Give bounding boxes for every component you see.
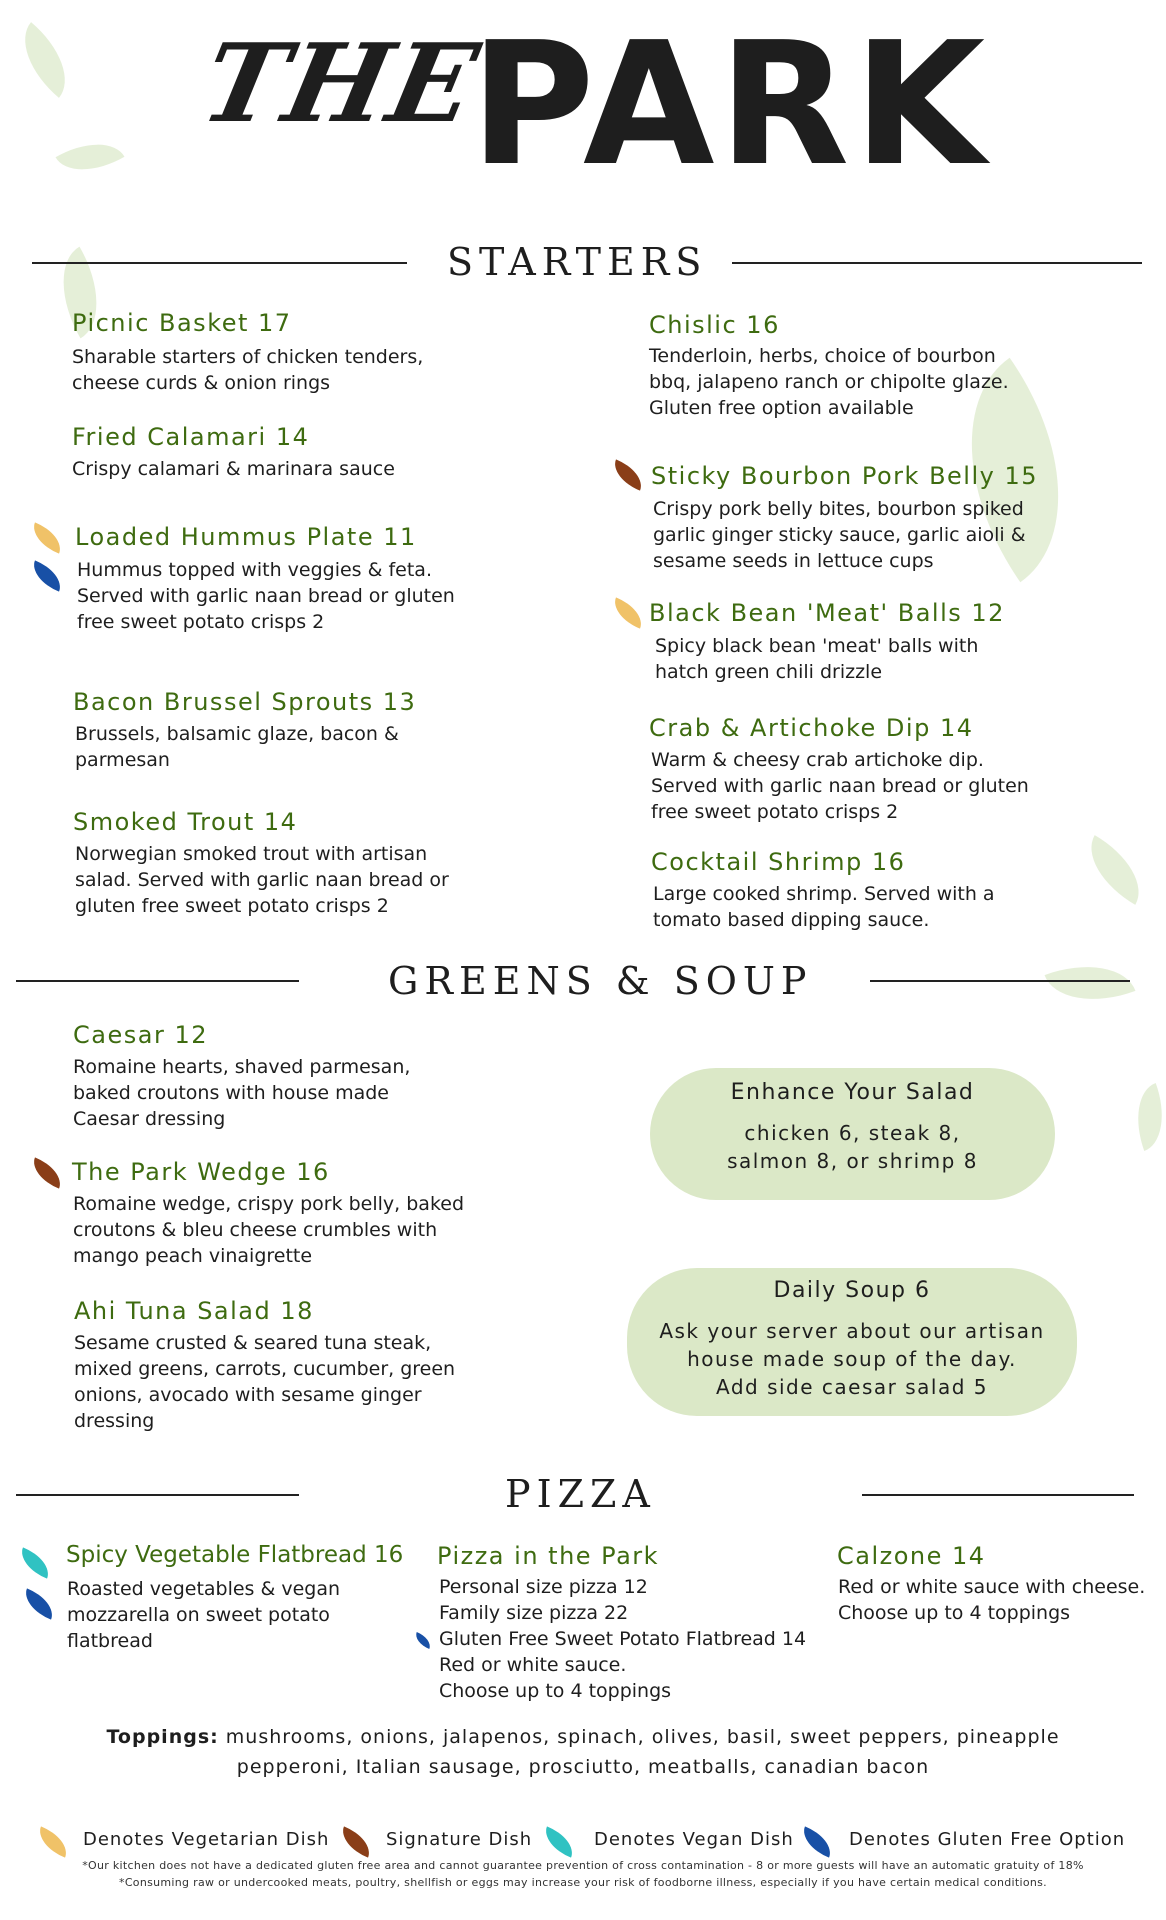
item-desc: Hummus topped with veggies & feta. Served with garlic naan bread or gluten free sweet potato crisps 2 xyxy=(77,559,455,634)
daily-soup-line: Add side caesar salad 5 xyxy=(716,1375,988,1399)
item-title: Fried Calamari 14 xyxy=(72,423,310,451)
divider xyxy=(16,980,299,982)
item-title: Chislic 16 xyxy=(649,311,780,339)
item-title: Loaded Hummus Plate 11 xyxy=(75,523,417,551)
decorative-leaf xyxy=(1124,1083,1166,1151)
section-pizza: PIZZA xyxy=(505,1472,656,1516)
item-desc: Tenderloin, herbs, choice of bourbon bbq, jalapeno ranch or chipolte glaze. Gluten free option available xyxy=(649,345,1009,420)
decorative-leaf xyxy=(1075,835,1156,905)
item-desc-line: mozzarella on sweet potato xyxy=(67,1604,330,1627)
item-desc: Romaine hearts, shaved parmesan, baked croutons with house made Caesar dressing xyxy=(73,1056,411,1131)
legend-vegetarian: Denotes Vegetarian Dish xyxy=(83,1829,330,1850)
divider xyxy=(32,262,407,264)
vegetarian-icon xyxy=(33,1826,72,1857)
legend-signature: Signature Dish xyxy=(386,1829,533,1850)
divider xyxy=(16,1494,299,1496)
enhance-salad-line: chicken 6, steak 8, xyxy=(744,1121,961,1145)
item-desc: Sharable starters of chicken tenders, cheese curds & onion rings xyxy=(72,346,424,395)
decorative-leaf xyxy=(1045,948,1136,1019)
vegan-icon xyxy=(15,1547,54,1578)
title-the: THE xyxy=(191,21,490,147)
daily-soup-line: Ask your server about our artisan xyxy=(659,1319,1045,1343)
daily-soup-line: house made soup of the day. xyxy=(687,1347,1017,1371)
enhance-salad-title: Enhance Your Salad xyxy=(730,1080,975,1105)
enhance-salad-line: salmon 8, or shrimp 8 xyxy=(727,1149,978,1173)
item-desc: Norwegian smoked trout with artisan salad. Served with garlic naan bread or gluten free sweet potato crisps 2 xyxy=(75,843,449,918)
item-title: Calzone 14 xyxy=(837,1542,986,1570)
decorative-leaf xyxy=(56,127,125,186)
footnote: *Consuming raw or undercooked meats, poultry, shellfish or eggs may increase your risk of foodborne illness, especially if you have certain medical conditions. xyxy=(119,1875,1047,1889)
item-desc: Romaine wedge, crispy pork belly, baked croutons & bleu cheese crumbles with mango peach vinaigrette xyxy=(73,1193,465,1268)
title-park: PARK xyxy=(470,6,990,204)
item-desc-line: flatbread xyxy=(67,1630,153,1653)
item-title: Spicy Vegetable Flatbread 16 xyxy=(66,1542,404,1568)
item-desc: Warm & cheesy crab artichoke dip. Served with garlic naan bread or gluten free sweet potato crisps 2 xyxy=(651,749,1029,824)
item-desc: Crispy pork belly bites, bourbon spiked garlic ginger sticky sauce, garlic aioli & sesame seeds in lettuce cups xyxy=(653,498,1026,573)
toppings-line xyxy=(0,1722,1166,1752)
item-desc: Large cooked shrimp. Served with a tomato based dipping sauce. xyxy=(653,883,995,932)
divider xyxy=(732,262,1142,264)
legend-vegan: Denotes Vegan Dish xyxy=(594,1829,794,1850)
item-desc xyxy=(838,1574,1145,1626)
signature-icon xyxy=(336,1826,375,1857)
gluten-free-icon xyxy=(797,1826,836,1857)
item-title: Picnic Basket 17 xyxy=(72,309,292,337)
legend-gluten-free: Denotes Gluten Free Option xyxy=(849,1829,1126,1850)
item-title: Smoked Trout 14 xyxy=(73,808,298,836)
item-desc: Spicy black bean 'meat' balls with hatch green chili drizzle xyxy=(655,635,979,684)
footnotes xyxy=(0,1858,1166,1891)
toppings-text: mushrooms, onions, jalapenos, spinach, olives, basil, sweet peppers, pineapple xyxy=(225,1726,1060,1748)
item-title: Crab & Artichoke Dip 14 xyxy=(649,714,974,742)
toppings-label: Toppings: xyxy=(106,1726,219,1748)
item-desc-line: Red or white sauce. xyxy=(439,1654,627,1677)
item-title: Ahi Tuna Salad 18 xyxy=(74,1297,314,1325)
signature-icon xyxy=(27,1157,66,1188)
item-desc-line: Family size pizza 22 xyxy=(439,1602,629,1625)
vegan-icon xyxy=(539,1826,578,1857)
item-desc xyxy=(67,1576,340,1654)
item-title: Cocktail Shrimp 16 xyxy=(651,848,906,876)
vegetarian-icon xyxy=(608,597,647,628)
gluten-free-icon xyxy=(27,560,66,591)
section-starters: STARTERS xyxy=(447,240,708,284)
divider xyxy=(870,980,1130,982)
enhance-salad-box xyxy=(650,1068,1055,1200)
item-desc-line: Personal size pizza 12 xyxy=(439,1576,648,1598)
item-desc-line: Gluten Free Sweet Potato Flatbread 14 xyxy=(439,1628,807,1651)
item-title: Sticky Bourbon Pork Belly 15 xyxy=(651,462,1038,490)
item-title: Caesar 12 xyxy=(73,1021,208,1049)
item-desc: Sesame crusted & seared tuna steak, mixed greens, carrots, cucumber, green onions, avocado with sesame ginger dressing xyxy=(74,1332,456,1433)
item-title: Bacon Brussel Sprouts 13 xyxy=(73,688,417,716)
gluten-free-icon xyxy=(19,1588,58,1619)
item-desc-line: Red or white sauce with cheese. xyxy=(838,1576,1146,1598)
item-title: Black Bean 'Meat' Balls 12 xyxy=(649,599,1005,627)
item-desc xyxy=(439,1574,806,1704)
item-desc: Brussels, balsamic glaze, bacon & parmesan xyxy=(75,723,399,772)
signature-icon xyxy=(608,459,647,490)
item-title: Pizza in the Park xyxy=(437,1542,660,1570)
gluten-free-icon xyxy=(413,1632,434,1649)
item-title: The Park Wedge 16 xyxy=(72,1158,330,1186)
vegetarian-icon xyxy=(27,522,66,553)
footnote: *Our kitchen does not have a dedicated gluten free area and cannot guarantee prevention of cross contamination - 8 or more guests will have an automatic gratuity of 18% xyxy=(82,1859,1084,1872)
item-desc-line: Choose up to 4 toppings xyxy=(838,1602,1071,1625)
item-desc: Crispy calamari & marinara sauce xyxy=(72,458,395,480)
toppings-block xyxy=(0,1722,1166,1783)
toppings-line: pepperoni, Italian sausage, prosciutto, meatballs, canadian bacon xyxy=(236,1756,930,1779)
daily-soup-title: Daily Soup 6 xyxy=(773,1278,931,1303)
divider xyxy=(862,1494,1134,1496)
section-greens-soup: GREENS & SOUP xyxy=(388,959,813,1003)
decorative-leaf xyxy=(5,22,84,98)
item-desc-line: Roasted vegetables & vegan xyxy=(67,1578,341,1600)
item-desc-line: Choose up to 4 toppings xyxy=(439,1680,672,1703)
daily-soup-box xyxy=(627,1268,1077,1416)
